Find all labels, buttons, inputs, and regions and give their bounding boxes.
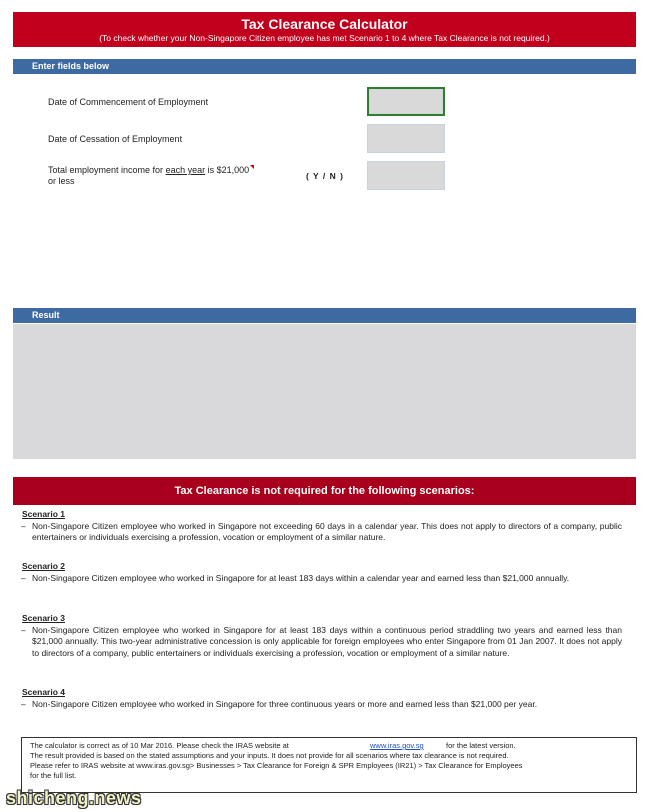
footer-line3: Please refer to IRAS website at www.iras.gov.sg> Businesses > Tax Clearance for Foreign & SPR Employees (IR21) > Tax Clearance for Employees [30,761,523,770]
cessation-date-input[interactable] [367,124,445,153]
commencement-date-input[interactable] [367,87,445,116]
scenario-3 [22,613,622,659]
scenario-title: Scenario 2 [22,561,65,571]
dash-bullet: – [21,520,26,531]
iras-website-link[interactable]: www.iras.gov.sg [370,741,424,750]
cessation-label: Date of Cessation of Employment [48,134,183,144]
commencement-label: Date of Commencement of Employment [48,97,209,107]
footer-line1: The calculator is correct as of 10 Mar 2016. Please check the IRAS website at [30,741,289,750]
scenario-title: Scenario 4 [22,687,65,697]
enter-fields-heading: Enter fields below [13,59,636,74]
dash-bullet: – [21,624,26,635]
scenario-title: Scenario 3 [22,613,65,623]
scenario-text: Non-Singapore Citizen employee who worked in Singapore for three continuous years or more and earned less than $21,000 per year. [32,698,538,709]
calculator-header [13,12,636,47]
income-label-suffix: is $21,000 [205,165,250,175]
yn-hint: ( Y / N ) [306,171,344,181]
scenario-title: Scenario 1 [22,509,65,519]
footer-line1-suffix: for the latest version. [446,741,516,750]
income-label-prefix: Total employment income for [48,165,166,175]
scenario-4 [22,687,622,710]
income-yn-input[interactable] [367,161,445,190]
scenario-1 [22,509,622,544]
scenario-text: Non-Singapore Citizen employee who worked in Singapore not exceeding 60 days in a calendar year. This does not apply to directors of a company, public entertainers or individuals exercising a profession, vocation or employment of a similar nature. [32,520,622,542]
result-panel [13,324,636,459]
income-label-underlined: each year [165,165,206,175]
scenarios-heading: Tax Clearance is not required for the following scenarios: [13,477,636,505]
comment-indicator-icon[interactable] [250,165,254,169]
scenario-text: Non-Singapore Citizen employee who worked in Singapore for at least 183 days within a continuous period straddling two years and earned less than $21,000 annually. This two-year administrative concession is only applicable for foreign employees who enter Singapore from 01 Jan 2007. It does not apply to directors of a company, public entertainers or individuals exercising a profession, vocation or employment of a similar nature. [32,624,622,658]
dash-bullet: – [21,698,26,709]
page-title: Tax Clearance Calculator [241,16,408,32]
footer-line2: The result provided is based on the stated assumptions and your inputs. It does not provide for all scenarios where tax clearance is not required. [30,751,509,760]
income-label-line2: or less [48,176,75,186]
dash-bullet: – [21,572,26,583]
page-subtitle: (To check whether your Non-Singapore Citizen employee has met Scenario 1 to 4 where Tax Clearance is not required.) [99,33,550,43]
footer-line4: for the full list. [30,771,77,780]
result-heading: Result [13,308,636,323]
income-label [48,165,254,187]
disclaimer-box [21,737,637,793]
scenario-2 [22,561,622,584]
scenario-text: Non-Singapore Citizen employee who worked in Singapore for at least 183 days within a calendar year and earned less than $21,000 annually. [32,572,570,583]
watermark: shicheng.news [6,788,142,808]
